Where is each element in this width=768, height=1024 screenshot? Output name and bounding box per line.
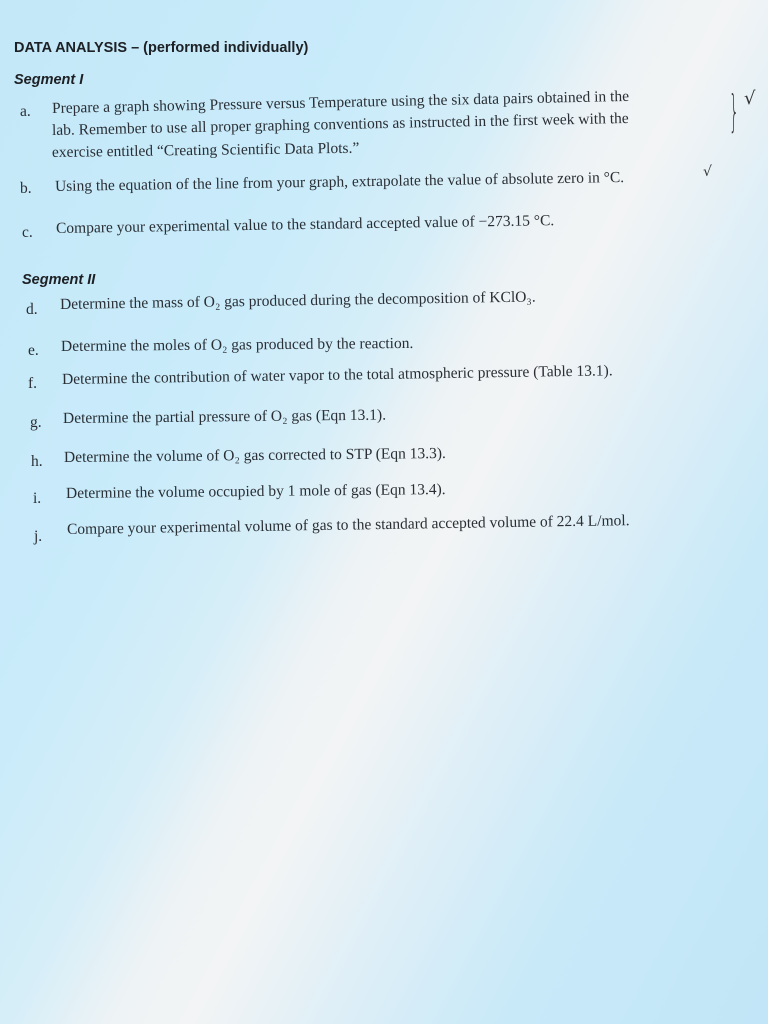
segment-heading: Segment I [14,72,84,88]
item-text: Determine the mass of O₂ gas produced during the decomposition of KClO₃. [59,288,536,313]
checkmark-icon: √ [744,88,756,109]
item-text: Prepare a graph showing Pressure versus Temperature using the six data pairs obtained in the [51,87,630,117]
item-text: Determine the partial pressure of O₂ gas (Eqn 13.1). [62,406,387,427]
item-label: f. [28,375,38,392]
item-label: c. [22,224,33,241]
item-label: b. [20,180,32,197]
page-title: DATA ANALYSIS – (performed individually) [14,40,309,56]
item-text: Compare your experimental value to the standard accepted value of −273.15 °C. [55,212,555,237]
item-text: Determine the volume occupied by 1 mole of gas (Eqn 13.4). [65,481,446,502]
handwritten-brace-mark: } [729,86,739,137]
item-label: g. [30,414,42,431]
checkmark-icon: √ [703,164,712,180]
item-label: e. [28,342,39,359]
item-text: Determine the moles of O₂ gas produced by the reaction. [60,334,414,355]
item-text: exercise entitled “Creating Scientific Data Plots.” [51,139,360,161]
item-label: i. [33,490,42,507]
item-label: a. [20,103,31,120]
item-text: Determine the contribution of water vapor to the total atmospheric pressure (Table 13.1). [61,362,613,388]
item-text: Determine the volume of O₂ gas corrected to STP (Eqn 13.3). [63,445,446,466]
item-text: Compare your experimental volume of gas to the standard accepted volume of 22.4 L/mol. [66,512,630,538]
item-label: d. [26,301,38,318]
item-label: j. [34,528,43,545]
item-text: lab. Remember to use all proper graphing conventions as instructed in the first week with the [51,109,629,139]
item-label: h. [31,453,43,470]
item-text: Using the equation of the line from your graph, extrapolate the value of absolute zero in °C. [54,169,625,195]
segment-heading: Segment II [22,272,96,288]
